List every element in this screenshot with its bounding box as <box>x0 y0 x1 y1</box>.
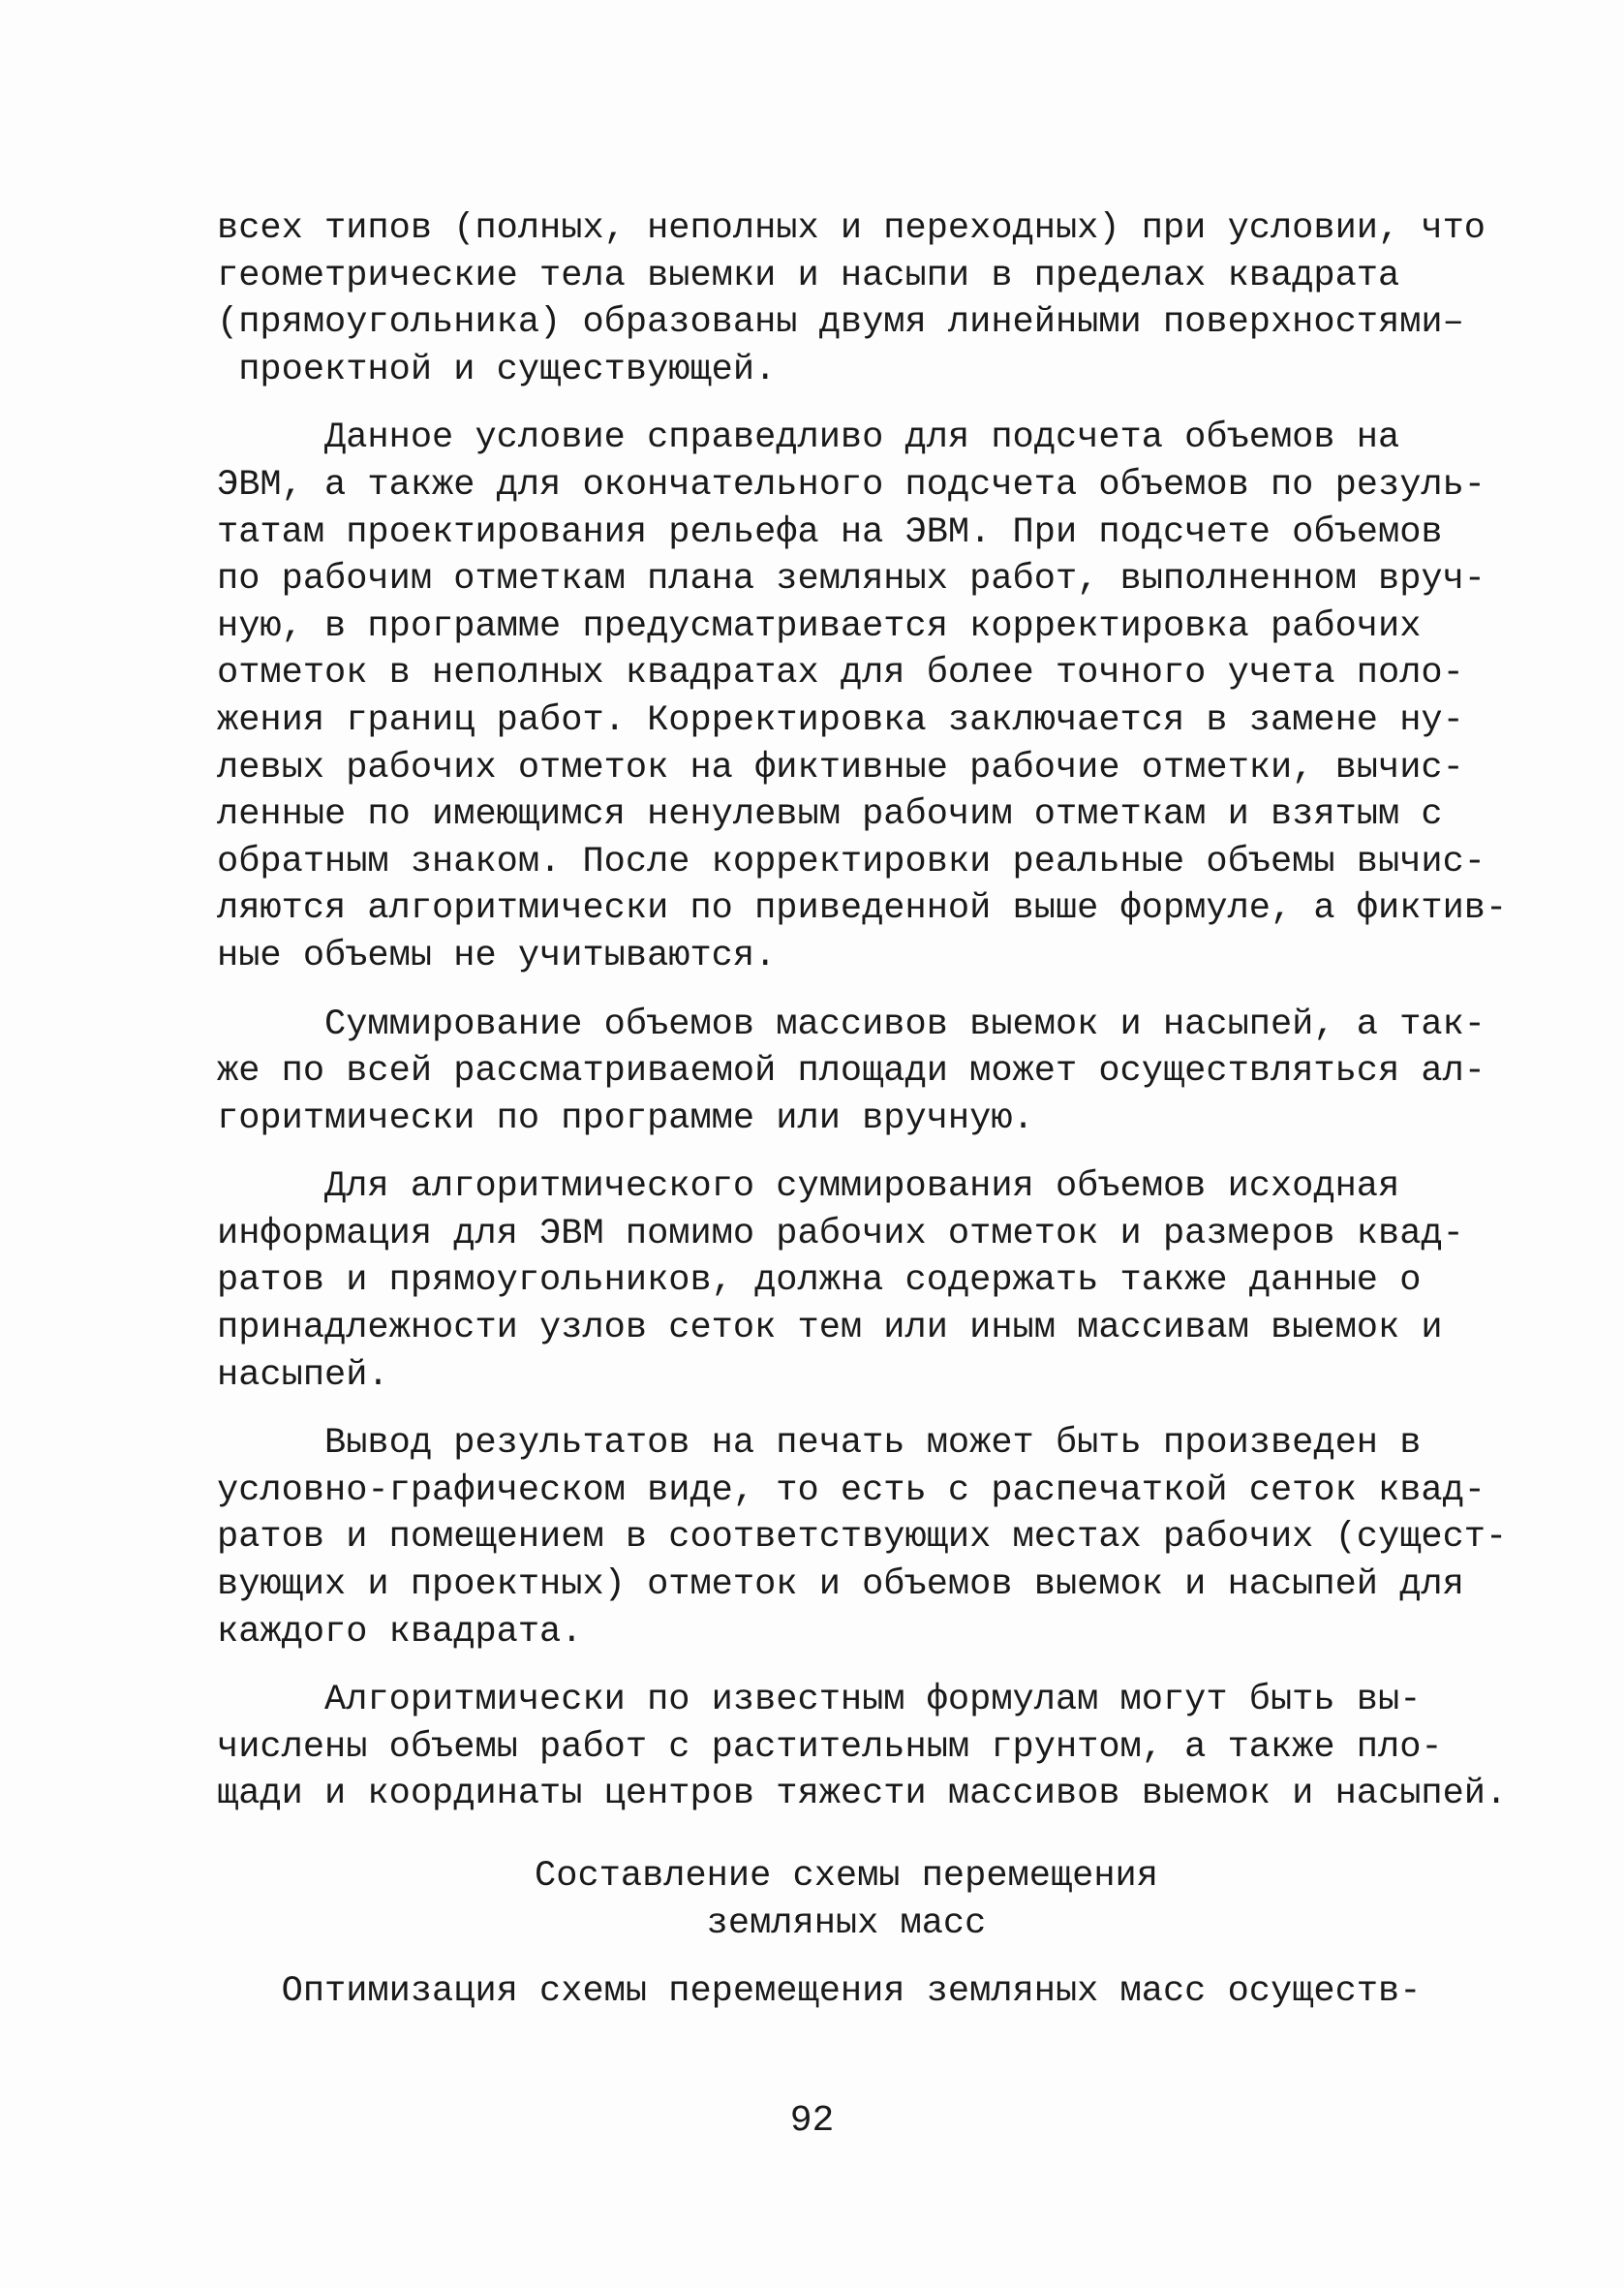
text-line: проектной и существующей. <box>217 349 777 390</box>
final-line: Оптимизация схемы перемещения земляных масс осуществ- <box>217 1971 1422 2013</box>
text-line: (прямоугольника) образованы двумя линейными поверхностями– <box>217 302 1464 344</box>
paragraph-5 <box>217 1420 1508 1655</box>
section-gap <box>217 1818 1418 1853</box>
text-line: числены объемы работ с растительным грунтом, а также пло- <box>217 1726 1443 1768</box>
text-line: татам проектирования рельефа на ЭВМ. При подсчете объемов <box>217 511 1443 553</box>
text-line: геометрические тела выемки и насыпи в пределах квадрата <box>217 255 1400 296</box>
text-line: горитмически по программе или вручную. <box>217 1098 1034 1139</box>
text-line: же по всей рассматриваемой площади может осуществляться ал- <box>217 1051 1486 1093</box>
paragraph-1 <box>217 205 1486 393</box>
text-line: Суммирование объемов массивов выемок и насыпей, а так- <box>217 1004 1486 1045</box>
text-line: Для алгоритмического суммирования объемов исходная <box>217 1166 1400 1208</box>
text-line: щади и координаты центров тяжести массивов выемок и насыпей. <box>217 1774 1508 1815</box>
text-line: Данное условие справедливо для подсчета объемов на <box>217 417 1400 459</box>
text-line: каждого квадрата. <box>217 1611 583 1653</box>
text-line: насыпей. <box>217 1354 389 1396</box>
text-line: вующих и проектных) отметок и объемов выемок и насыпей для <box>217 1564 1464 1606</box>
text-line: условно-графическом виде, то есть с распечаткой сеток квад- <box>217 1469 1486 1511</box>
paragraph-3 <box>217 1002 1486 1143</box>
text-line: всех типов (полных, неполных и переходных) при условии, что <box>217 208 1486 249</box>
text-line: отметок в неполных квадратах для более точного учета поло- <box>217 653 1464 695</box>
text-line: ратов и прямоугольников, должна содержать также данные о <box>217 1260 1422 1302</box>
text-line: Алгоритмически по известным формулам могут быть вы- <box>217 1680 1422 1721</box>
text-line: обратным знаком. После корректировки реальные объемы вычис- <box>217 841 1486 882</box>
paragraph-4 <box>217 1163 1464 1399</box>
paragraph-gap <box>217 1142 1418 1163</box>
paragraph-gap <box>217 1947 1418 1968</box>
text-line: Вывод результатов на печать может быть произведен в <box>217 1423 1422 1465</box>
body-text <box>217 205 1508 2016</box>
paragraph-gap <box>217 393 1418 415</box>
text-line: по рабочим отметкам плана земляных работ, выполненном вруч- <box>217 559 1486 601</box>
text-line: ную, в программе предусматривается корректировка рабочих <box>217 605 1422 647</box>
text-line: ные объемы не учитываются. <box>217 935 777 976</box>
paragraph-6 <box>217 1677 1508 1818</box>
text-line: ленные по имеющимся ненулевым рабочим отметкам и взятым с <box>217 794 1443 836</box>
section-heading <box>217 1853 1418 1947</box>
text-line: ляются алгоритмически по приведенной выше формуле, а фиктив- <box>217 888 1508 930</box>
section-heading-line-2: земляных масс <box>706 1902 987 1944</box>
paragraph-gap <box>217 980 1418 1002</box>
paragraph-gap <box>217 1655 1418 1677</box>
paragraph-2 <box>217 415 1508 979</box>
section-heading-line-1: Составление схемы перемещения <box>535 1856 1158 1897</box>
page-number: 92 <box>789 2100 835 2142</box>
text-line: жения границ работ. Корректировка заключается в замене ну- <box>217 699 1464 741</box>
paragraph-gap <box>217 1399 1418 1420</box>
text-line: левых рабочих отметок на фиктивные рабочие отметки, вычис- <box>217 747 1464 788</box>
text-line: принадлежности узлов сеток тем или иным массивам выемок и <box>217 1308 1443 1349</box>
text-line: ратов и помещением в соответствующих местах рабочих (сущест- <box>217 1517 1508 1559</box>
text-line: ЭВМ, а также для окончательного подсчета объемов по резуль- <box>217 464 1486 506</box>
text-line: информация для ЭВМ помимо рабочих отметок и размеров квад- <box>217 1213 1464 1254</box>
